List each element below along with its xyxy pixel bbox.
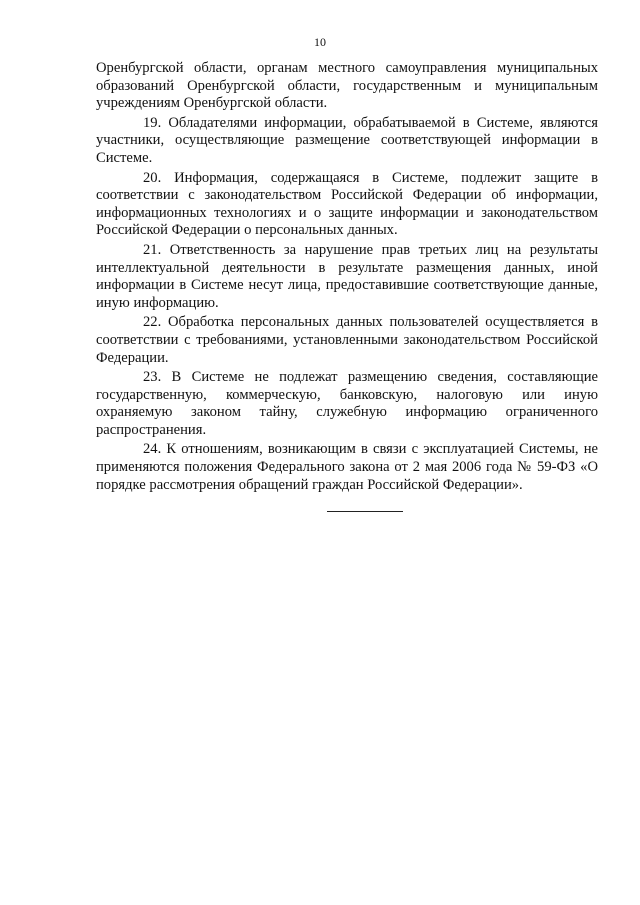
- end-divider: [327, 511, 403, 512]
- paragraph-21: 21. Ответственность за нарушение прав третьих лиц на результаты интеллектуальной деятельности в результате размещения данных, иной информации в Системе несут лица, предоставившие соответствующие данные, иную информацию.: [96, 241, 598, 311]
- paragraph-19: 19. Обладателями информации, обрабатываемой в Системе, являются участники, осуществляющие размещение соответствующей информации в Системе.: [96, 114, 598, 166]
- paragraph-24: 24. К отношениям, возникающим в связи с эксплуатацией Системы, не применяются положения Федерального закона от 2 мая 2006 года № 59-ФЗ «О порядке рассмотрения обращений граждан Российской Федерации».: [96, 441, 598, 493]
- paragraph-continuation: Оренбургской области, органам местного самоуправления муниципальных образований Оренбургской области, государственным и муниципальным учреждениям Оренбургской области.: [96, 60, 598, 112]
- document-body: [96, 60, 598, 496]
- page-number: 10: [314, 35, 326, 49]
- paragraph-20: 20. Информация, содержащаяся в Системе, подлежит защите в соответствии с законодательством Российской Федерации об информации, информационных технологиях и о защите информации и законодательством Российской Федерации о персональных данных.: [96, 169, 598, 239]
- paragraph-23: 23. В Системе не подлежат размещению сведения, составляющие государственную, коммерческую, банковскую, налоговую или иную охраняемую законом тайну, служебную информацию ограниченного распространения.: [96, 369, 598, 438]
- paragraph-22: 22. Обработка персональных данных пользователей осуществляется в соответствии с требованиями, установленными законодательством Российской Федерации.: [96, 314, 598, 366]
